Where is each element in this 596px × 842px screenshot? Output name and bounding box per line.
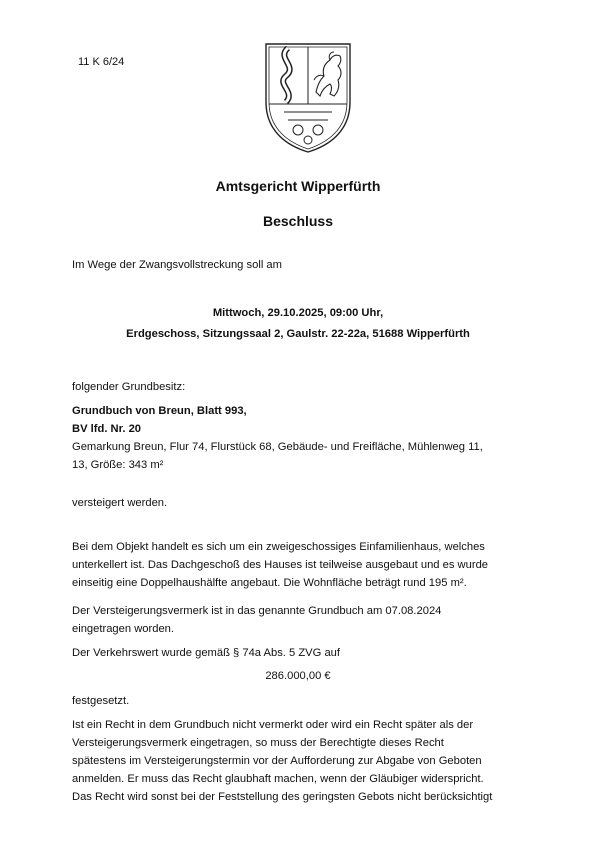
registration-line2: eingetragen worden. xyxy=(72,623,175,635)
property-entry: BV lfd. Nr. 20 xyxy=(72,423,142,435)
rights-notice-line3: spätestens im Versteigerungstermin vor der Aufforderung zur Abgabe von Geboten xyxy=(72,755,482,767)
market-value-amount: 286.000,00 € xyxy=(265,670,331,682)
market-value-outro: festgesetzt. xyxy=(72,695,130,707)
intro-text: Im Wege der Zwangsvollstreckung soll am xyxy=(72,259,282,271)
document-type: Beschluss xyxy=(262,213,334,229)
nrw-coat-of-arms-icon xyxy=(258,40,358,156)
court-name: Amtsgericht Wipperfürth xyxy=(215,178,381,194)
auctioned-text: versteigert werden. xyxy=(72,497,168,509)
object-description-line3: einseitig eine Doppelhaushälfte angebaut. Die Wohnfläche beträgt rund 195 m². xyxy=(72,577,467,589)
rights-notice-line1: Ist ein Recht in dem Grundbuch nicht vermerkt oder wird ein Recht später als der xyxy=(72,719,474,731)
case-number: 11 K 6/24 xyxy=(78,56,125,68)
object-description-line1: Bei dem Objekt handelt es sich um ein zweigeschossiges Einfamilienhaus, welches xyxy=(72,541,485,553)
property-description-line1: Gemarkung Breun, Flur 74, Flurstück 68, Gebäude- und Freifläche, Mühlenweg 11, xyxy=(72,441,483,453)
property-description-line2: 13, Größe: 343 m² xyxy=(72,459,164,471)
appointment-date: Mittwoch, 29.10.2025, 09:00 Uhr, xyxy=(212,307,384,319)
rights-notice-line4: anmelden. Er muss das Recht glaubhaft machen, wenn der Gläubiger widerspricht. xyxy=(72,773,484,785)
property-register: Grundbuch von Breun, Blatt 993, xyxy=(72,405,247,417)
rights-notice-line2: Versteigerungsvermerk eingetragen, so muss der Berechtigte dieses Recht xyxy=(72,737,444,749)
rights-notice-line5: Das Recht wird sonst bei der Feststellung des geringsten Gebots nicht berücksichtigt xyxy=(72,791,493,803)
property-intro: folgender Grundbesitz: xyxy=(72,381,186,393)
appointment-location: Erdgeschoss, Sitzungssaal 2, Gaulstr. 22-22a, 51688 Wipperfürth xyxy=(126,328,470,340)
object-description-line2: unterkellert ist. Das Dachgeschoß des Hauses ist teilweise ausgebaut und es wurde xyxy=(72,559,489,571)
registration-line1: Der Versteigerungsvermerk ist in das genannte Grundbuch am 07.08.2024 xyxy=(72,605,442,617)
market-value-intro: Der Verkehrswert wurde gemäß § 74a Abs. 5 ZVG auf xyxy=(72,647,341,659)
